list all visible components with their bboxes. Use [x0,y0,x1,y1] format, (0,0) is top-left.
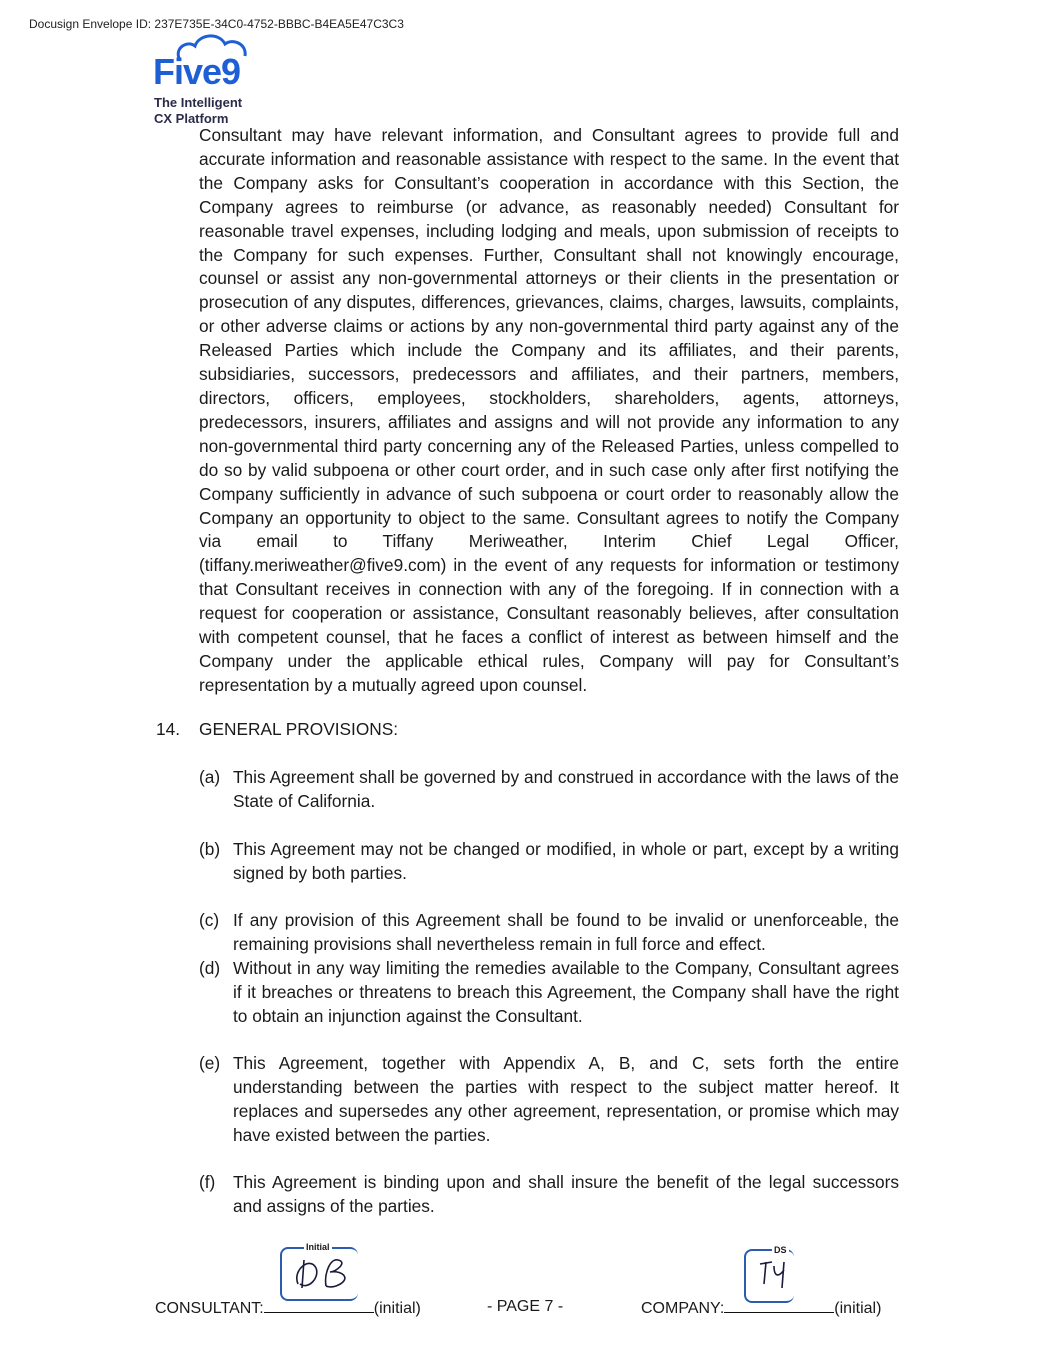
provision-text: This Agreement may not be changed or modified, in whole or part, except by a writing signed by both parties. [233,839,899,883]
consultant-stamp-label: Initial [306,1242,330,1252]
provision-item [199,957,899,1029]
company-stamp-label: DS [774,1245,787,1255]
provision-label: (f) [199,1172,216,1192]
company-signature [756,1256,790,1295]
provision-label: (c) [199,910,220,930]
provision-item [199,1052,899,1148]
provision-label: (a) [199,767,221,787]
provision-text: This Agreement, together with Appendix A, B, and C, sets forth the entire understanding between the parties with respect to the subject matter hereof. It replaces and supersedes any other agreement, representation, or promise which may have existed between the parties. [233,1053,899,1145]
provision-label: (e) [199,1053,221,1073]
company-initial-line [724,1298,834,1313]
company-label: COMPANY: [641,1300,725,1317]
section-title: GENERAL PROVISIONS: [199,719,399,739]
consultant-signature [290,1250,360,1299]
svg-text:Five9: Five9 [153,51,241,92]
provision-text: Without in any way limiting the remedies available to the Company, Consultant agrees if it breaches or threatens to breach this Agreement, the Company shall have the right to obtain an injunction against the Consultant. [233,958,899,1026]
company-initial-field [641,1298,881,1318]
page-number: - PAGE 7 - [487,1298,564,1315]
continued-paragraph: Consultant may have relevant information, and Consultant agrees to provide full and accurate information and reasonable assistance with respect to the same. In the event that the Company asks for Consultant’s cooperation in accordance with this Section, the Company agrees to reimburse (or advance, as reasonably needed) Consultant for reasonable travel expenses, including lodging and meals, upon submission of receipts to the Company for such expenses. Further, Consultant shall not knowingly encourage, counsel or assist any non-governmental attorneys or their clients in the presentation or prosecution of any disputes, differences, grievances, claims, charges, lawsuits, complaints, or other adverse claims or actions by any non-governmental third party against any of the Released Parties which include the Company and its affiliates, and their parents, subsidiaries, successors, predecessors and affiliates, and their partners, members, directors, officers, employees, stockholders, shareholders, agents, attorneys, predecessors, insurers, affiliates and assigns and will not provide any information to any non-governmental third party concerning any of the Released Parties, unless compelled to do so by valid subpoena or other court order, and in such case only after first notifying the Company sufficiently in advance of such subpoena or court order to reasonably allow the Company an opportunity to object to the same. Consultant agrees to notify the Company via email to Tiffany Meriweather, Interim Chief Legal Officer, (tiffany.meriweather@five9.com) in the event of any requests for information or testimony that Consultant receives in connection with any of the foregoing. If in connection with a request for cooperation or assistance, Consultant reasonably believes, after consultation with competent counsel, that he faces a conflict of interest as between himself and the Company under the applicable ethical rules, Company will pay for Consultant’s representation by a mutually agreed upon counsel. [199,125,899,695]
provision-item [199,766,899,814]
section-heading [156,719,398,740]
provision-label: (b) [199,839,221,859]
consultant-initial-field [155,1298,421,1318]
provision-text: If any provision of this Agreement shall be found to be invalid or unenforceable, the remaining provisions shall nevertheless remain in full force and effect. [233,910,899,954]
section-number: 14. [156,719,181,739]
provision-item [199,838,899,886]
provision-item [199,1171,899,1219]
tagline-line1: The Intelligent [154,95,243,110]
tagline-line2: CX Platform [154,111,229,126]
consultant-initial-suffix: (initial) [373,1300,421,1317]
five9-logo [153,30,263,97]
company-initial-suffix: (initial) [834,1300,882,1317]
consultant-label: CONSULTANT: [155,1300,264,1317]
logo-tagline [154,95,242,127]
provision-item [199,909,899,957]
provision-text: This Agreement is binding upon and shall insure the benefit of the legal successors and assigns of the parties. [233,1172,899,1216]
provision-label: (d) [199,958,221,978]
docusign-envelope-id: Docusign Envelope ID: 237E735E-34C0-4752-BBBC-B4EA5E47C3C3 [29,17,404,31]
consultant-initial-line [264,1298,374,1313]
provision-text: This Agreement shall be governed by and construed in accordance with the laws of the State of California. [233,767,899,811]
